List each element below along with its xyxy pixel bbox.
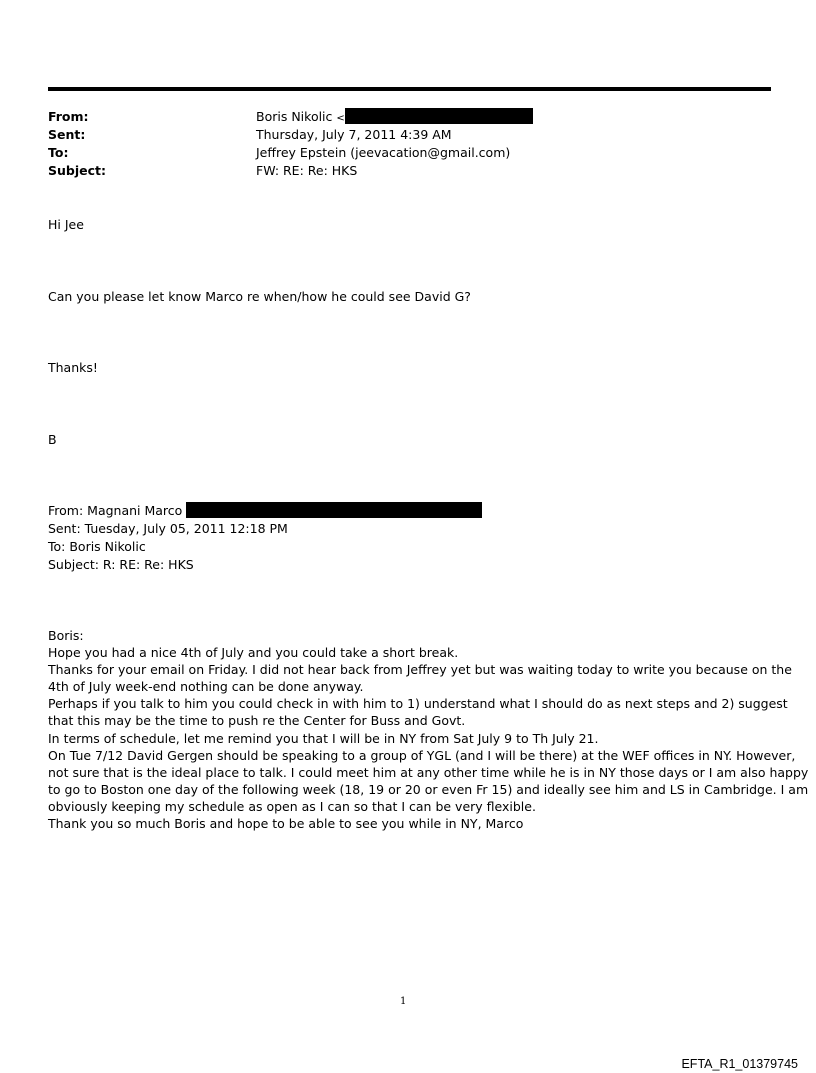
- to-value: Jeffrey Epstein (jeevacation@gmail.com): [256, 145, 511, 160]
- forwarded-body: [48, 627, 809, 832]
- redaction-box: [345, 108, 533, 124]
- forwarded-from: [48, 502, 482, 520]
- sent-label: Sent:: [48, 127, 86, 142]
- body-line: On Tue 7/12 David Gergen should be speaking to a group of YGL (and I will be there) at the WEF offices in NY. However,: [48, 747, 796, 763]
- forwarded-sent: Sent: Tuesday, July 05, 2011 12:18 PM: [48, 521, 288, 536]
- document-id: EFTA_R1_01379745: [681, 1057, 798, 1071]
- forwarded-to: To: Boris Nikolic: [48, 539, 146, 554]
- header-rule: [48, 87, 771, 91]
- page-number: 1: [400, 996, 407, 1007]
- sent-value: Thursday, July 7, 2011 4:39 AM: [256, 127, 452, 142]
- body-line: Perhaps if you talk to him you could check in with him to 1) understand what I should do as next steps and 2) suggest: [48, 696, 788, 712]
- body-line: Hope you had a nice 4th of July and you could take a short break.: [48, 645, 459, 661]
- to-label: To:: [48, 145, 69, 160]
- body-line: to go to Boston one day of the following week (18, 19 or 20 or even Fr 15) and ideally see him and LS in Cambridge. I am: [48, 781, 809, 797]
- body-line: obviously keeping my schedule as open as I can so that I can be very flexible.: [48, 798, 536, 814]
- body-line: Thanks for your email on Friday. I did not hear back from Jeffrey yet but was waiting today to write you because on the: [48, 662, 792, 678]
- signoff-text: B: [48, 432, 57, 447]
- forwarded-from-text: From: Magnani Marco: [48, 503, 183, 518]
- from-label: From:: [48, 109, 89, 124]
- from-value: Boris Nikolic <: [256, 108, 533, 128]
- body-line: not sure that is the ideal place to talk. I could meet him at any other time while he is in NY those days or I am also happy: [48, 764, 809, 780]
- body-line: 4th of July week-end nothing can be done anyway.: [48, 679, 364, 695]
- redaction-box: [186, 502, 482, 518]
- thanks-text: Thanks!: [48, 360, 98, 375]
- body-line: Boris:: [48, 628, 84, 643]
- forwarded-subject: Subject: R: RE: Re: HKS: [48, 557, 194, 572]
- body-line: In terms of schedule, let me remind you that I will be in NY from Sat July 9 to Th July 21.: [48, 730, 599, 746]
- subject-value: FW: RE: Re: HKS: [256, 163, 358, 178]
- body-line: Thank you so much Boris and hope to be able to see you while in NY, Marco: [48, 816, 524, 832]
- greeting-text: Hi Jee: [48, 217, 84, 232]
- from-name: Boris Nikolic: [256, 109, 333, 124]
- subject-label: Subject:: [48, 163, 106, 178]
- request-text: Can you please let know Marco re when/how he could see David G?: [48, 289, 471, 304]
- body-line: that this may be the time to push re the Center for Buss and Govt.: [48, 713, 466, 729]
